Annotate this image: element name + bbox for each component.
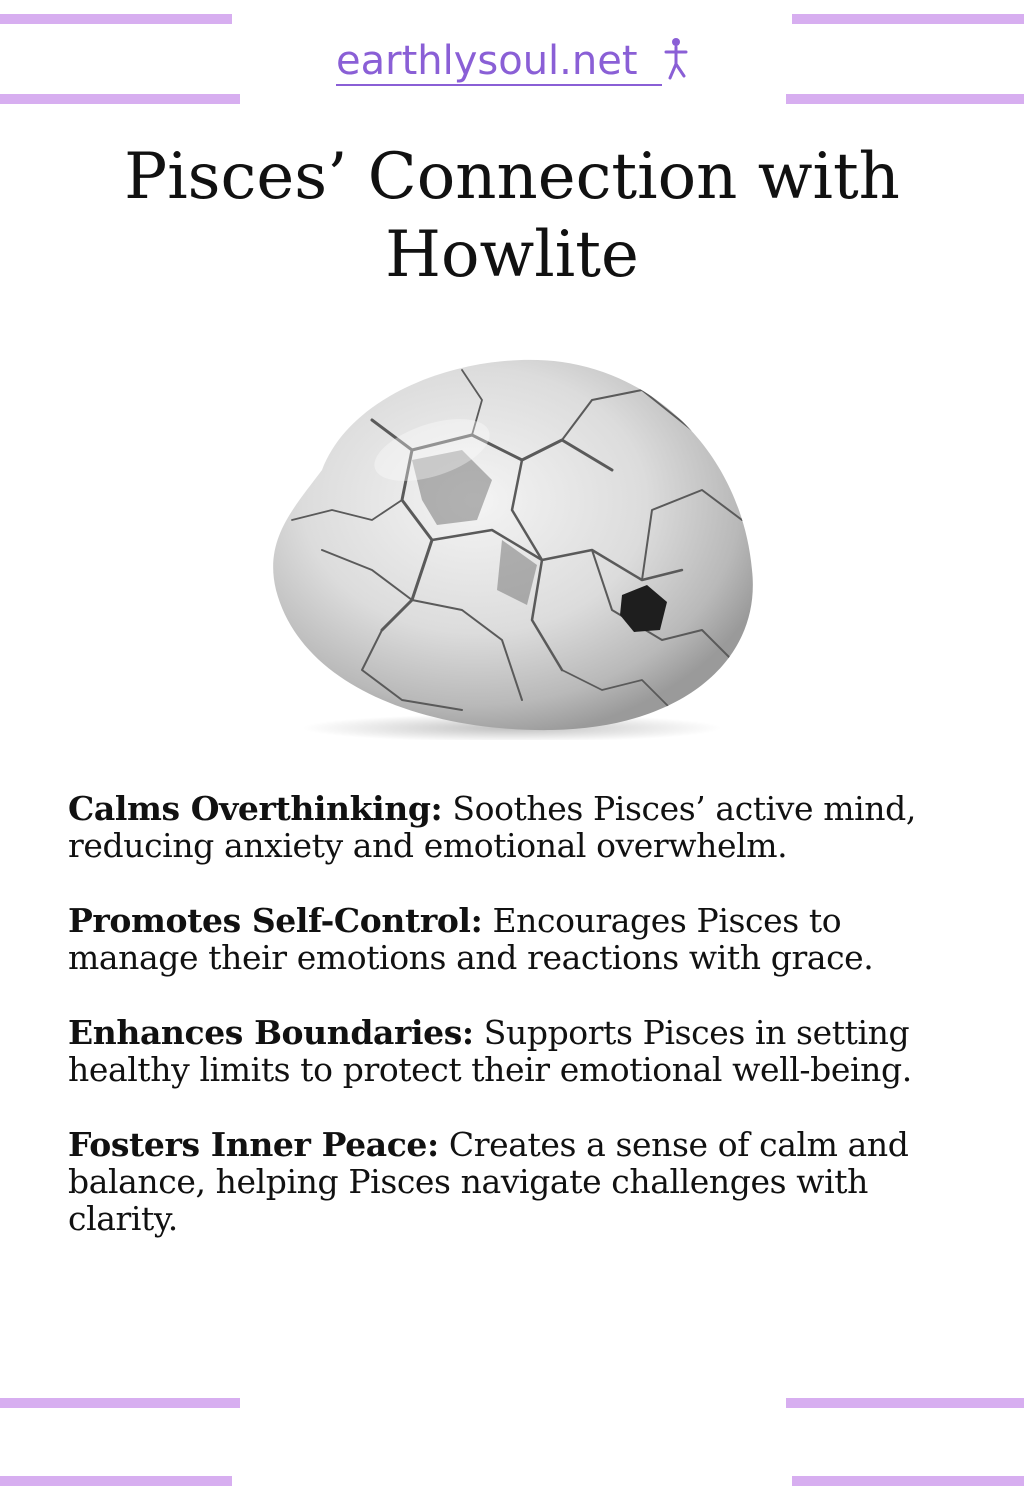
benefit-text: Encourages Pisces to manage their emotions and reactions with grace. — [68, 901, 874, 977]
top-right-line-2 — [786, 94, 1024, 104]
bottom-left-line-2 — [0, 1476, 232, 1486]
benefit-text: Soothes Pisces’ active mind, reducing anxiety and emotional overwhelm. — [68, 789, 916, 865]
brand-logo[interactable] — [0, 28, 1024, 92]
benefit-item — [68, 790, 968, 864]
bottom-right-line-1 — [786, 1398, 1024, 1408]
top-left-line-1 — [0, 14, 232, 24]
benefit-text: Supports Pisces in setting healthy limits to protect their emotional well-being. — [68, 1013, 912, 1089]
howlite-stone-image — [262, 340, 762, 740]
page-title — [40, 138, 984, 294]
benefit-title: Fosters Inner Peace: — [68, 1125, 439, 1164]
bottom-right-line-2 — [792, 1476, 1024, 1486]
meditation-figure-icon — [666, 38, 686, 78]
benefit-title: Calms Overthinking: — [68, 789, 443, 828]
benefits-list — [68, 790, 968, 1275]
top-left-line-2 — [0, 94, 240, 104]
benefit-item — [68, 1126, 968, 1237]
benefit-text: Creates a sense of calm and balance, helping Pisces navigate challenges with clarity. — [68, 1125, 909, 1238]
logo-wordmark — [332, 28, 692, 92]
benefit-item — [68, 902, 968, 976]
top-right-line-1 — [792, 14, 1024, 24]
logo-text: earthlysoul.net — [336, 38, 638, 84]
benefit-title: Promotes Self-Control: — [68, 901, 483, 940]
title-line-2: Howlite — [385, 218, 639, 292]
benefit-title: Enhances Boundaries: — [68, 1013, 474, 1052]
title-line-1: Pisces’ Connection with — [124, 140, 900, 214]
bottom-left-line-1 — [0, 1398, 240, 1408]
benefit-item — [68, 1014, 968, 1088]
